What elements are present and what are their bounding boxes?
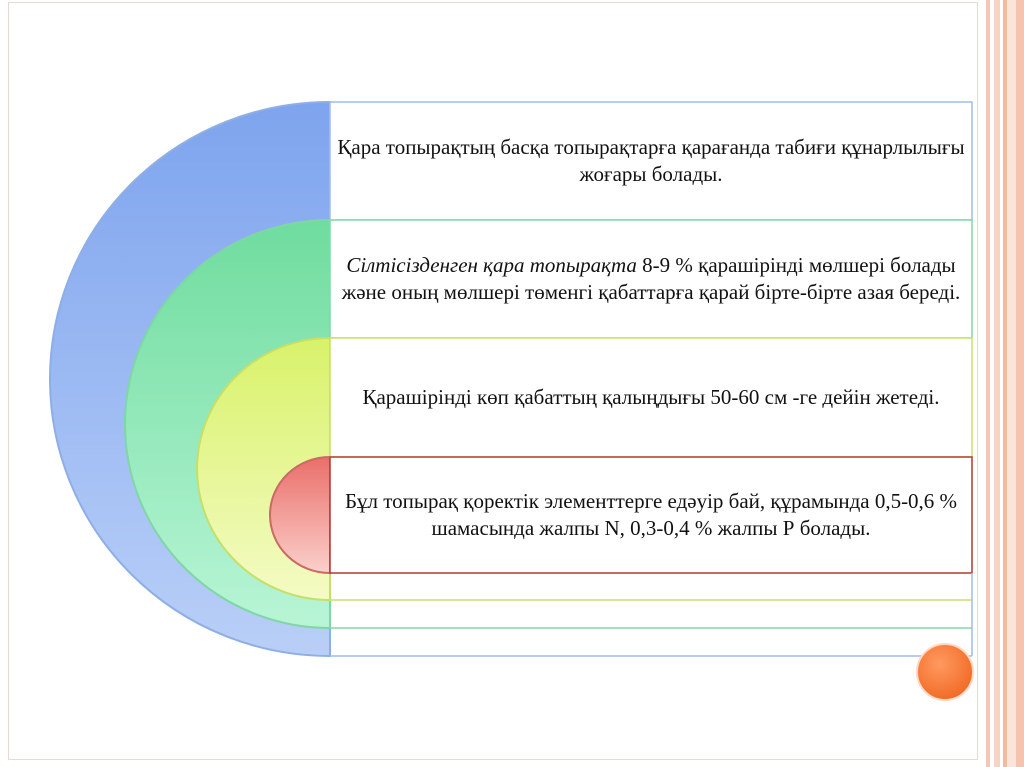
orange-circle-decoration <box>916 643 974 701</box>
row-text-4 <box>330 457 972 573</box>
row-1-text: Қара топырақтың басқа топырақтарға қарағанда табиғи құнарлылығы жоғары болады. <box>337 135 965 186</box>
row-text-3 <box>330 338 972 457</box>
row-text-2 <box>330 220 972 338</box>
row-3-text: Қарашірінді көп қабаттың қалыңдығы 50-60 см -ге дейін жетеді. <box>362 385 940 409</box>
row-4-text: Бұл топырақ қоректік элементтерге едәуір бай, құрамында 0,5-0,6 % шамасында жалпы N, 0,3-0,4 % жалпы Р болады. <box>344 489 958 540</box>
row-2-italic: Сілтісізденген қара топырақта <box>346 253 637 277</box>
row-text-1 <box>330 102 972 220</box>
row-2-text <box>336 252 966 306</box>
row-2-rest: 8-9 % қарашіріндi мөлшері болады және оның мөлшері төменгі қабаттарға қарай бірте-бірте азая береді. <box>341 253 961 304</box>
